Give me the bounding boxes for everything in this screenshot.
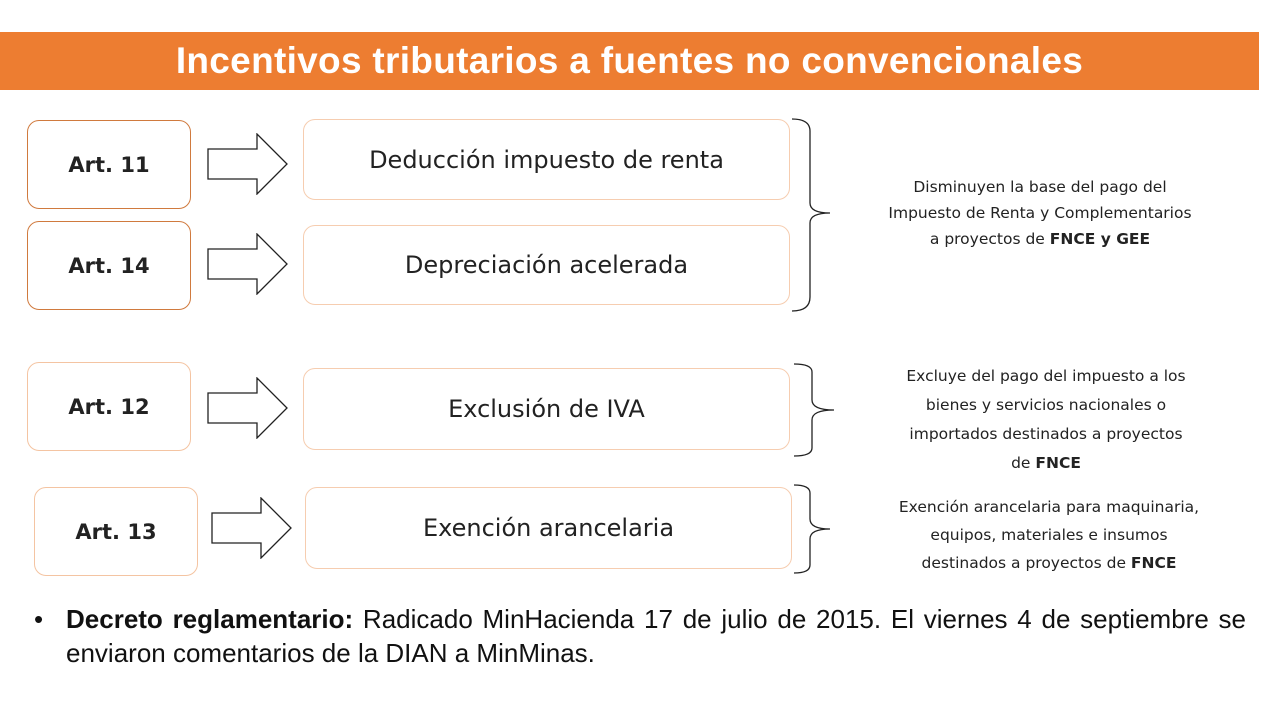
description-arancelaria: [848, 493, 1250, 577]
article-box-14: [27, 221, 191, 310]
incentive-label: Exención arancelaria: [422, 514, 675, 542]
incentive-box-arancelaria: [305, 487, 792, 569]
description-line: Impuesto de Renta y Complementarios: [888, 204, 1192, 222]
right-arrow-icon: [207, 233, 289, 295]
right-arrow-icon: [211, 497, 293, 559]
page-title: Incentivos tributarios a fuentes no convencionales: [175, 40, 1084, 81]
bullet-text: [66, 602, 1246, 670]
bullet-marker: •: [34, 604, 44, 634]
incentive-box-iva: [303, 368, 790, 450]
description-line: bienes y servicios nacionales o: [925, 396, 1167, 414]
right-brace-icon: [790, 483, 834, 575]
bullet-body: Radicado MinHacienda 17 de julio de 2015. El viernes 4 de septiembre se enviaron comentarios de la DIAN a MinMinas.: [66, 604, 1246, 668]
article-box-12: [27, 362, 191, 451]
description-line: Exención arancelaria para maquinaria,: [898, 498, 1200, 516]
description-renta: [838, 174, 1242, 252]
right-arrow-icon: [207, 133, 289, 195]
description-line: importados destinados a proyectos: [909, 425, 1183, 443]
right-brace-icon: [790, 362, 838, 458]
article-box-11: [27, 120, 191, 209]
incentive-box-depreciacion: [303, 225, 790, 305]
description-line: de FNCE: [1011, 454, 1081, 472]
article-label: Art. 13: [75, 519, 157, 544]
right-arrow-icon: [207, 377, 289, 439]
article-label: Art. 12: [68, 394, 150, 419]
description-line: equipos, materiales e insumos: [930, 526, 1168, 544]
article-box-13: [34, 487, 198, 576]
description-line: destinados a proyectos de FNCE: [921, 554, 1177, 572]
incentive-label: Deducción impuesto de renta: [369, 145, 724, 174]
right-brace-icon: [790, 117, 832, 313]
description-line: Disminuyen la base del pago del: [913, 178, 1167, 196]
incentive-label: Depreciación acelerada: [404, 251, 689, 279]
incentive-box-deduccion: [303, 119, 790, 200]
title-bar: [0, 32, 1259, 90]
article-label: Art. 11: [68, 152, 150, 177]
article-label: Art. 14: [68, 253, 150, 278]
description-iva: [854, 362, 1238, 478]
description-line: Excluye del pago del impuesto a los: [906, 367, 1186, 385]
bullet-label: Decreto reglamentario:: [66, 604, 354, 634]
incentive-label: Exclusión de IVA: [448, 395, 645, 423]
description-line: a proyectos de FNCE y GEE: [929, 230, 1151, 248]
